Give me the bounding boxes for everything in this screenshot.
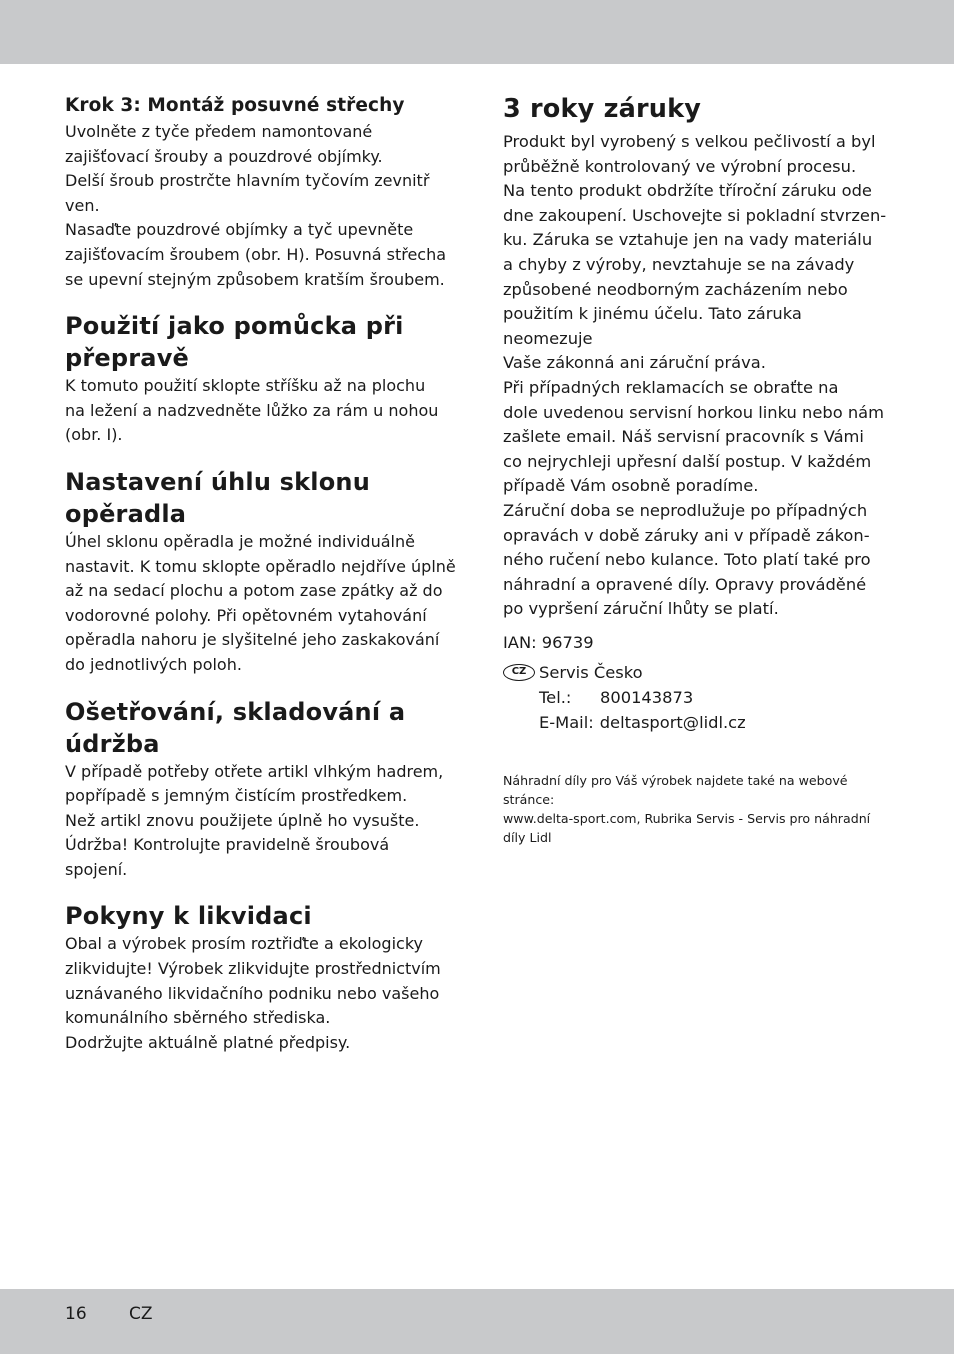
section-backrest <box>65 466 460 678</box>
backrest-heading: Nastavení úhlu sklonu opěradla <box>65 467 370 528</box>
cz-country-badge-icon: CZ <box>503 664 535 681</box>
language-code: CZ <box>129 1304 153 1324</box>
service-email-row <box>539 711 893 736</box>
left-column <box>65 92 460 1055</box>
page-number: 16 <box>65 1304 87 1324</box>
care-text: V případě potřeby otřete artikl vlhkým hadrem, popřípadě s jemným čistícím prostředkem. Než artikl znovu použijete úplně ho vysušte. Údržba! Kontrolujte pravidelně šroubová spojení. <box>65 761 444 879</box>
section-warranty <box>503 92 893 622</box>
section-care <box>65 696 460 883</box>
warranty-heading: 3 roky záruky <box>503 94 702 124</box>
phone-label: Tel.: <box>539 688 572 708</box>
spare-parts-note: Náhradní díly pro Váš výrobek najdete také na webové stránce: www.delta-sport.com, Rubrika Servis - Servis pro náhradní díly Lidl <box>503 773 871 846</box>
ian-number: IAN: 96739 <box>503 632 594 652</box>
email-label: E-Mail: <box>539 712 594 732</box>
section-disposal <box>65 900 460 1055</box>
top-header-bar <box>0 0 954 64</box>
service-name: Servis Česko <box>539 663 643 683</box>
warranty-text: Produkt byl vyrobený s velkou pečlivostí a byl průběžně kontrolovaný ve výrobní procesu. Na tento produkt obdržíte tříroční záruku ode dne zakoupení. Uschovejte si pokladní stvrzen- ku. Záruka se vztahuje jen na vady materiálu a chyby z výroby, nevztahuje se na závady způsobené neodborným zacházením nebo použitím k jinému účelu. Tato záruka neomezuje Vaše zákonná ani záruční práva. Při případných reklamacích se obraťte na dole uvedenou servisní horkou linku nebo nám zašlete email. Náš servisní pracovník s Vámi co nejrychleji upřesní další postup. V každém případě Vám osobně poradíme. Záruční doba se neprodlužuje po případných opravách v době záruky ani v případě zákon- ného ručení nebo kulance. Toto platí také pro náhradní a opravené díly. Opravy prováděné po vypršení záruční lhůty se platí. <box>503 132 887 619</box>
step-3-heading: Krok 3: Montáž posuvné střechy <box>65 95 405 116</box>
email-address: deltasport@lidl.cz <box>599 712 746 732</box>
phone-number: 800143873 <box>600 688 694 708</box>
backrest-text: Úhel sklonu opěradla je možné individuálně nastavit. K tomu sklopte opěradlo nejdříve úplně až na sedací plochu a potom zase zpátky až do vodorovné polohy. Při opětovném vytahování opěradla nahoru je slyšitelné jeho zaskakování do jednotlivých poloh. <box>65 531 456 674</box>
service-phone-row <box>539 686 893 711</box>
step-3-text: Uvolněte z tyče předem namontované zajišťovací šrouby a pouzdrové objímky. Delší šroub prostrčte hlavním tyčovím zevnitř ven. Nasaďte pouzdrové objímky a tyč upevněte zajišťovacím šroubem (obr. H). Posuvná střecha se upevní stejným způsobem kratším šroubem. <box>65 122 447 289</box>
disposal-heading: Pokyny k likvidaci <box>65 902 312 931</box>
service-contact <box>503 661 893 735</box>
care-heading: Ošetřování, skladování a údržba <box>65 697 406 758</box>
transport-text: K tomuto použití sklopte stříšku až na plochu na ležení a nadzvedněte lůžko za rám u nohou (obr. I). <box>65 376 439 445</box>
transport-heading: Použití jako pomůcka při přepravě <box>65 312 404 373</box>
disposal-text: Obal a výrobek prosím roztřiďte a ekologicky zlikvidujte! Výrobek zlikvidujte prostřednictvím uznávaného likvidačního podniku nebo vašeho komunálního sběrného střediska. Dodržujte aktuálně platné předpisy. <box>65 934 441 1052</box>
right-column <box>503 92 893 847</box>
section-step-3 <box>65 92 460 292</box>
section-transport <box>65 310 460 448</box>
